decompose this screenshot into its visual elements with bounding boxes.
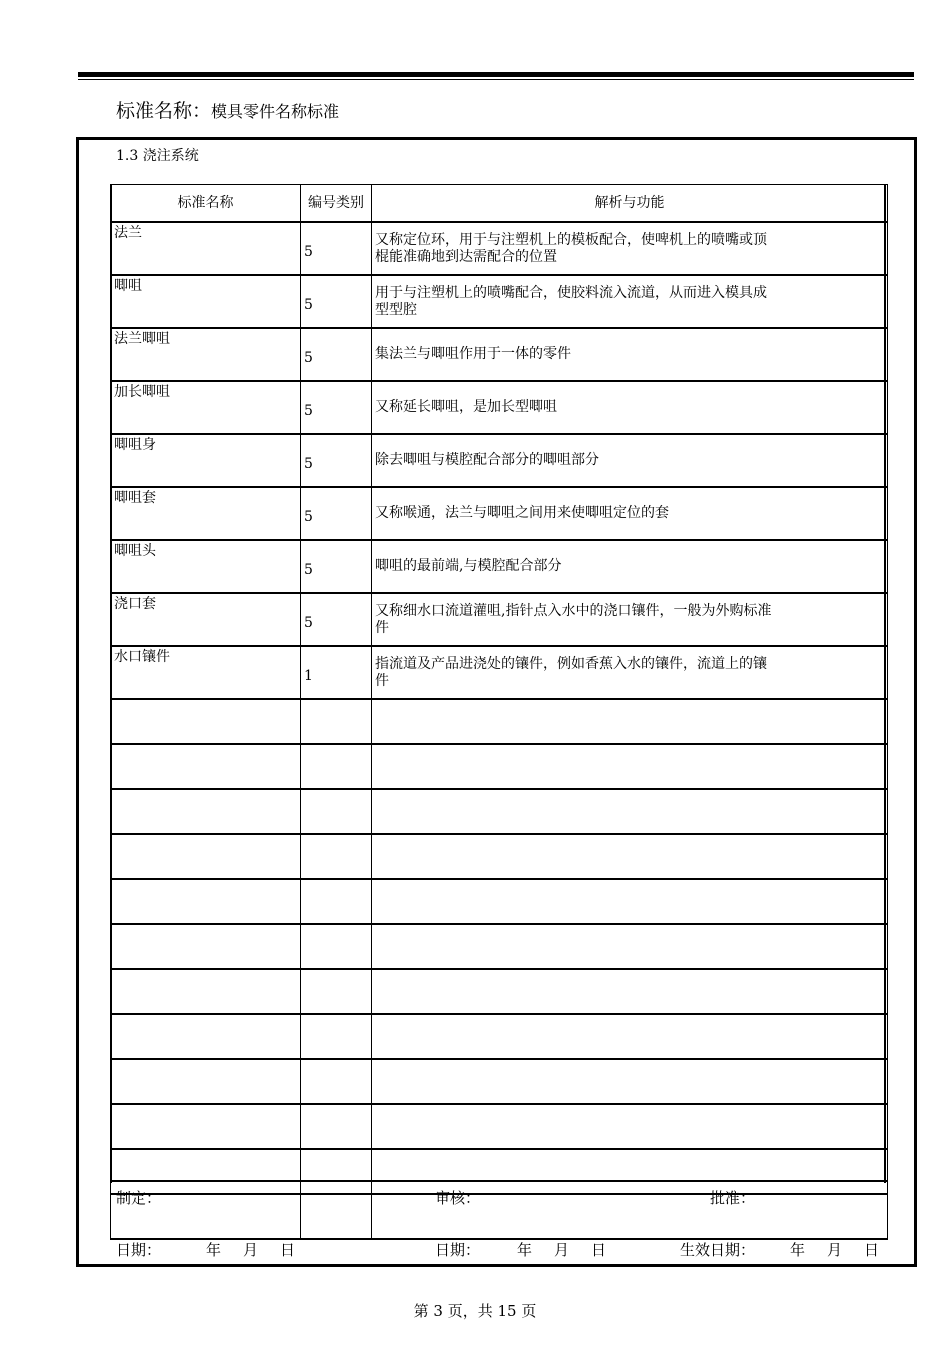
header-rule-thin [78, 79, 914, 80]
empty-cell [372, 834, 888, 879]
empty-cell [372, 1059, 888, 1104]
part-code-cell: 5 [301, 222, 372, 275]
empty-table-row [111, 1104, 888, 1149]
part-code-cell: 5 [301, 487, 372, 540]
empty-table-row [111, 789, 888, 834]
empty-table-row [111, 744, 888, 789]
empty-cell [372, 1104, 888, 1149]
part-desc-line: 件 [375, 672, 389, 689]
effective-month: 月 [827, 1241, 843, 1259]
empty-cell [111, 744, 301, 789]
part-desc-line: 又称细水口流道灌咀,指针点入水中的浇口镶件，一般为外购标准 [375, 602, 772, 619]
part-desc-line: 又称定位环，用于与注塑机上的模板配合，使啤机上的喷嘴或顶 [375, 231, 767, 248]
table-border-right [884, 184, 886, 1183]
empty-table-row [111, 969, 888, 1014]
table-border-left [110, 184, 112, 1183]
part-code-cell: 5 [301, 381, 372, 434]
empty-table-row [111, 1149, 888, 1194]
empty-cell [301, 1104, 372, 1149]
part-desc-cell [372, 593, 888, 646]
part-desc-cell [372, 328, 888, 381]
column-header-name: 标准名称 [111, 185, 301, 223]
empty-table-row [111, 879, 888, 924]
table-row [111, 328, 888, 381]
part-name-cell: 唧咀身 [111, 434, 301, 487]
empty-cell [301, 744, 372, 789]
empty-cell [372, 1014, 888, 1059]
part-name-cell: 加长唧咀 [111, 381, 301, 434]
empty-cell [301, 879, 372, 924]
table-row [111, 222, 888, 275]
empty-cell [372, 879, 888, 924]
empty-cell [301, 1059, 372, 1104]
effective-day: 日 [864, 1241, 880, 1259]
made-by-label: 制定： [116, 1189, 162, 1207]
empty-cell [372, 789, 888, 834]
effective-year: 年 [790, 1241, 806, 1259]
table-header-row [111, 185, 888, 223]
part-desc-cell [372, 487, 888, 540]
part-code-cell: 5 [301, 593, 372, 646]
empty-cell [111, 924, 301, 969]
date1-month: 月 [243, 1241, 259, 1259]
table-row [111, 434, 888, 487]
table-row [111, 381, 888, 434]
part-desc-line: 型型腔 [375, 301, 417, 318]
column-header-code: 编号类别 [301, 185, 372, 223]
part-code-cell: 5 [301, 328, 372, 381]
empty-cell [111, 969, 301, 1014]
part-desc-line: 件 [375, 619, 389, 636]
table-border-bottom [110, 1180, 887, 1182]
part-desc-line: 用于与注塑机上的喷嘴配合，使胶料流入流道，从而进入模具成 [375, 284, 767, 301]
part-code-cell: 5 [301, 434, 372, 487]
date-label-1: 日期： [116, 1241, 162, 1259]
standard-name-label: 标准名称： [116, 100, 212, 122]
part-name-cell: 法兰 [111, 222, 301, 275]
date-label-2: 日期： [435, 1241, 481, 1259]
part-name-cell: 唧咀套 [111, 487, 301, 540]
part-desc-cell [372, 381, 888, 434]
date2-day: 日 [591, 1241, 607, 1259]
empty-cell [111, 789, 301, 834]
empty-cell [111, 1014, 301, 1059]
table-row [111, 646, 888, 699]
empty-cell [301, 1149, 372, 1194]
empty-table-row [111, 924, 888, 969]
part-name-cell: 唧咀 [111, 275, 301, 328]
section-title: 1.3 浇注系统 [116, 148, 199, 164]
part-desc-cell [372, 646, 888, 699]
date1-year: 年 [206, 1241, 222, 1259]
part-desc-cell [372, 275, 888, 328]
table-row [111, 593, 888, 646]
table-row [111, 540, 888, 593]
header-rule-thick [78, 72, 914, 77]
approved-by-label: 批准： [710, 1189, 756, 1207]
page-number: 第 3 页，共 15 页 [413, 1302, 537, 1320]
empty-table-row [111, 1014, 888, 1059]
empty-cell [301, 924, 372, 969]
part-desc-line: 唧咀的最前端,与模腔配合部分 [375, 558, 562, 574]
part-desc-line: 指流道及产品进浇处的镶件，例如香蕉入水的镶件，流道上的镶 [375, 655, 767, 672]
empty-cell [111, 1104, 301, 1149]
part-code-cell: 5 [301, 275, 372, 328]
part-name-cell: 水口镶件 [111, 646, 301, 699]
part-desc-cell [372, 434, 888, 487]
part-desc-line: 又称延长唧咀，是加长型唧咀 [375, 399, 557, 415]
empty-cell [301, 834, 372, 879]
empty-cell [301, 699, 372, 744]
empty-cell [301, 969, 372, 1014]
part-code-cell: 5 [301, 540, 372, 593]
empty-cell [301, 789, 372, 834]
empty-cell [111, 1059, 301, 1104]
part-desc-line: 棍能准确地到达需配合的位置 [375, 248, 557, 265]
table-row [111, 275, 888, 328]
column-header-desc: 解析与功能 [372, 185, 888, 223]
empty-cell [301, 1194, 372, 1239]
empty-table-row [111, 834, 888, 879]
empty-table-row [111, 1059, 888, 1104]
effective-date-label: 生效日期： [680, 1241, 756, 1259]
empty-cell [372, 744, 888, 789]
empty-cell [372, 969, 888, 1014]
part-desc-line: 除去唧咀与模腔配合部分的唧咀部分 [375, 452, 599, 468]
reviewed-by-label: 审核： [435, 1189, 481, 1207]
empty-cell [111, 879, 301, 924]
part-desc-line: 集法兰与唧咀作用于一体的零件 [375, 346, 571, 362]
standard-name-header [116, 96, 339, 123]
part-name-cell: 浇口套 [111, 593, 301, 646]
table-row [111, 487, 888, 540]
empty-table-row [111, 1194, 888, 1239]
empty-cell [301, 1014, 372, 1059]
part-name-cell: 唧咀头 [111, 540, 301, 593]
parts-table [110, 184, 888, 1240]
date1-day: 日 [280, 1241, 296, 1259]
empty-table-row [111, 699, 888, 744]
date2-month: 月 [554, 1241, 570, 1259]
standard-name-value: 模具零件名称标准 [211, 102, 340, 121]
empty-cell [372, 924, 888, 969]
part-desc-cell [372, 540, 888, 593]
empty-cell [111, 834, 301, 879]
part-desc-cell [372, 222, 888, 275]
empty-cell [372, 699, 888, 744]
date2-year: 年 [517, 1241, 533, 1259]
empty-cell [111, 699, 301, 744]
part-code-cell: 1 [301, 646, 372, 699]
part-desc-line: 又称喉通，法兰与唧咀之间用来使唧咀定位的套 [375, 505, 669, 521]
part-name-cell: 法兰唧咀 [111, 328, 301, 381]
